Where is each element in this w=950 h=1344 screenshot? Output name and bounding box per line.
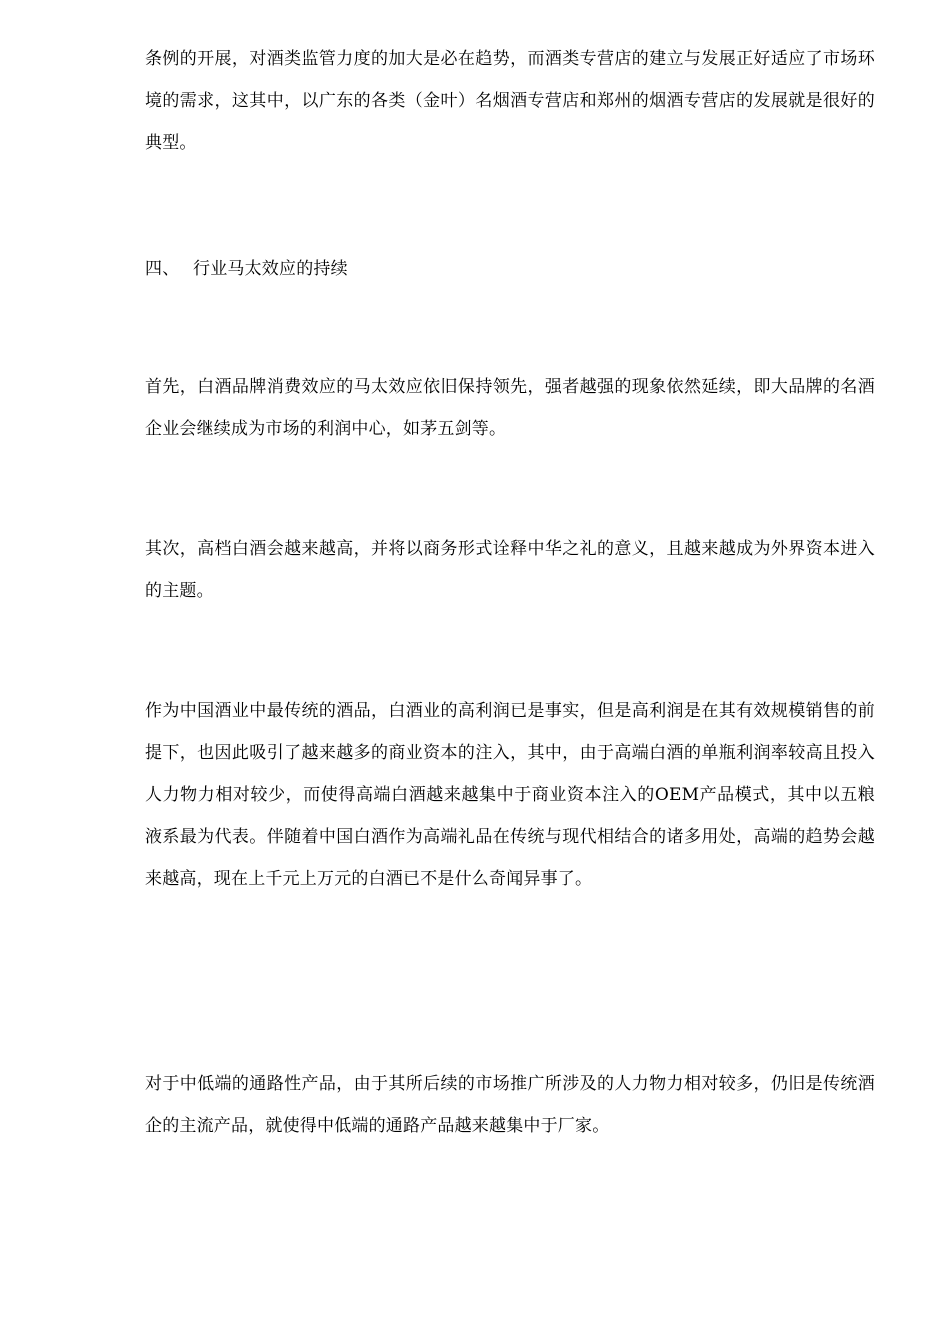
paragraph-profit-oem-model: 作为中国酒业中最传统的酒品，白酒业的高利润已是事实，但是高利润是在其有效规模销售的前提下，也因此吸引了越来越多的商业资本的注入，其中，由于高端白酒的单瓶利润率较高且投入人力物力相对较少，而使得高端白酒越来越集中于商业资本注入的OEM产品模式，其中以五粮液系最为代表。伴随着中国白酒作为高端礼品在传统与现代相结合的诸多用处，高端的趋势会越来越高，现在上千元上万元的白酒已不是什么奇闻异事了。 [145,701,875,889]
section-number: 四、 [145,259,180,279]
paragraph-brand-matthew-effect: 首先，白酒品牌消费效应的马太效应依旧保持领先，强者越强的现象依然延续，即大品牌的名酒企业会继续成为市场的利润中心，如茅五剑等。 [145,377,875,439]
paragraph-channel-specialty-stores: 条例的开展，对酒类监管力度的加大是必在趋势，而酒类专营店的建立与发展正好适应了市场环境的需求，这其中，以广东的各类（金叶）名烟酒专营店和郑州的烟酒专营店的发展就是很好的典型。 [145,49,875,153]
paragraph-high-end-liquor: 其次，高档白酒会越来越高，并将以商务形式诠释中华之礼的意义，且越来越成为外界资本进入的主题。 [145,539,875,601]
section-title: 行业马太效应的持续 [193,259,348,279]
paragraph-mid-low-end-products: 对于中低端的通路性产品，由于其所后续的市场推广所涉及的人力物力相对较多，仍旧是传统酒企的主流产品，就使得中低端的通路产品越来越集中于厂家。 [145,1074,875,1136]
section-heading-4 [145,248,545,290]
